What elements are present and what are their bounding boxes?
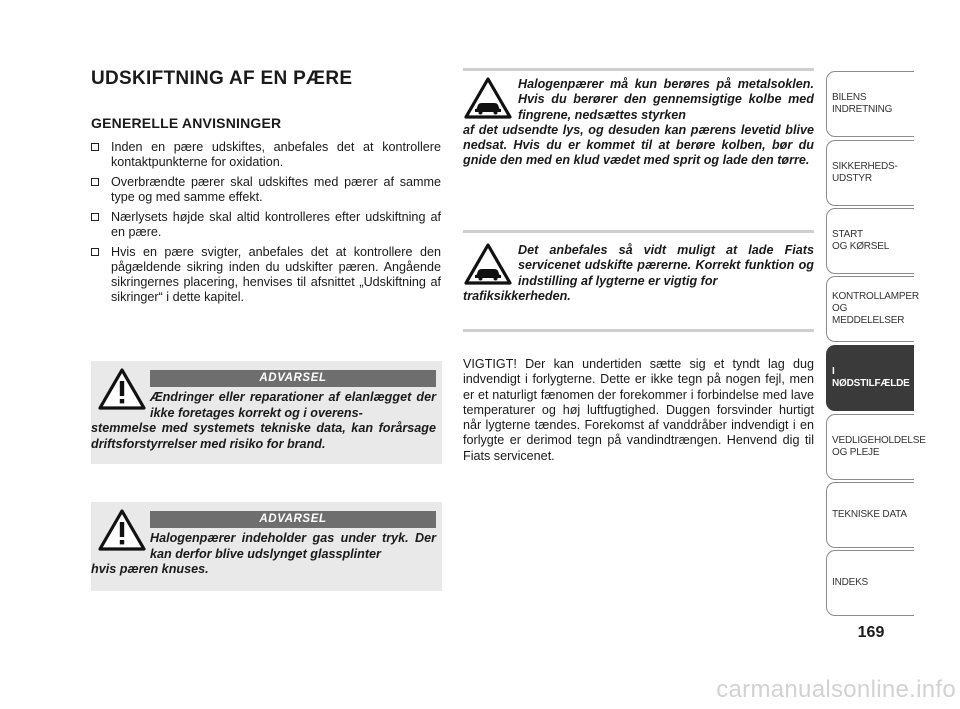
warning-box (91, 502, 442, 591)
warning-label: ADVARSEL (150, 511, 436, 528)
warning-text: Halogenpærer indeholder gas under tryk. Der kan derfor blive udslynget glassplinter hvis pæren knuses. (91, 531, 436, 576)
note-block (463, 243, 814, 304)
car-note-icon (464, 77, 512, 119)
checkbox-bullet-icon (91, 143, 99, 151)
watermark: carmanualsonline.info (716, 676, 956, 703)
divider (463, 230, 814, 233)
nav-tab-sikkerhedsudstyr[interactable]: SIKKERHEDS- UDSTYR (826, 140, 914, 206)
list-item: Nærlysets højde skal altid kontrolleres efter udskiftning af en pære. (91, 210, 441, 240)
instruction-list (91, 140, 441, 310)
warning-box (91, 361, 442, 464)
warning-label: ADVARSEL (150, 370, 436, 387)
car-note-icon (464, 243, 512, 285)
warning-text: Ændringer eller reparationer af elanlægget der ikke foretages korrekt og i overens- stemmelse med systemets tekniske data, kan forårsage driftsforstyrrelser med risiko for brand. (91, 390, 436, 451)
page-number: 169 (857, 624, 885, 641)
nav-tab-start-og-korsel[interactable]: START OG KØRSEL (826, 208, 914, 274)
nav-tab-i-nodstilfaelde[interactable]: I NØDSTILFÆLDE (826, 345, 914, 411)
section-subtitle: GENERELLE ANVISNINGER (91, 115, 282, 131)
checkbox-bullet-icon (91, 178, 99, 186)
checkbox-bullet-icon (91, 213, 99, 221)
checkbox-bullet-icon (91, 248, 99, 256)
divider (463, 68, 814, 71)
note-text: Det anbefales så vidt muligt at lade Fiats servicenet udskifte pærerne. Korrekt funktion og indstilling af lygterne er vigtig for trafiksikkerheden. (463, 243, 814, 303)
list-item: Overbrændte pærer skal udskiftes med pærer af samme type og med samme effekt. (91, 175, 441, 205)
nav-tab-kontrollamper[interactable]: KONTROLLAMPER OG MEDDELELSER (826, 276, 914, 342)
nav-tab-bilens-indretning[interactable]: BILENS INDRETNING (826, 71, 914, 137)
nav-tab-indeks[interactable]: INDEKS (826, 550, 914, 616)
note-block (463, 77, 814, 169)
divider (463, 329, 814, 332)
important-paragraph: VIGTIGT! Der kan undertiden sætte sig et tyndt lag dug indvendigt i forlygterne. Dette er ikke tegn på nogen fejl, men er et naturligt fænomen der forekommer i forbindelse med lave temperaturer og høj luftfugtighed. Duggen forsvinder hurtigt når lygterne tændes. Forekomst af vanddråber indvendigt i en forlygte er derimod tegn på vandindtrængen. Henvend dig til Fiats servicenet. (463, 357, 814, 463)
list-item: Hvis en pære svigter, anbefales det at kontrollere den pågældende sikring inden du udskifter pæren. Angående sikringernes placering, henvises til afsnittet „Udskiftning af sikringer“ i dette kapitel. (91, 245, 441, 305)
nav-tab-tekniske-data[interactable]: TEKNISKE DATA (826, 482, 914, 548)
list-item: Inden en pære udskiftes, anbefales det at kontrollere kontaktpunkterne for oxidation. (91, 140, 441, 170)
note-text: Halogenpærer må kun berøres på metalsoklen. Hvis du berører den gennemsigtige kolbe med fingrene, nedsættes styrken af det udsendte lys, og desuden kan pærens levetid blive nedsat. Hvis du er kommet til at berøre kolben, bør du gnide den med en klud vædet med sprit og lade den tørre. (463, 77, 814, 168)
page-title: UDSKIFTNING AF EN PÆRE (91, 68, 353, 89)
nav-tab-vedligeholdelse[interactable]: VEDLIGEHOLDELSE OG PLEJE (826, 414, 914, 480)
